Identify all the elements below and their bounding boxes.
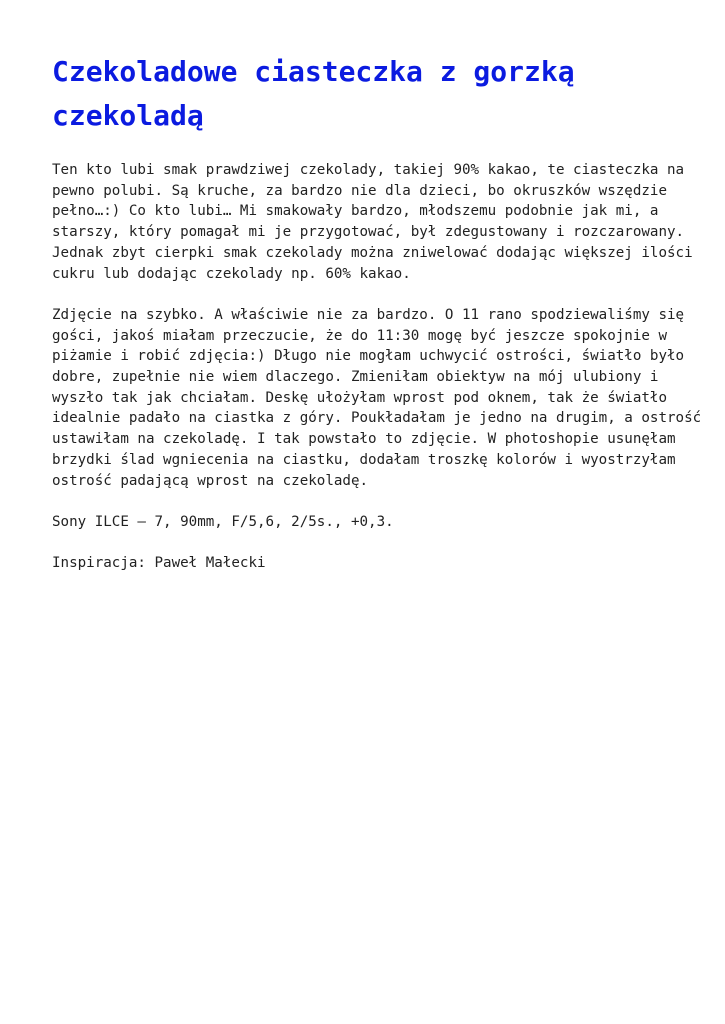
article xyxy=(52,50,702,574)
article-paragraph-inspiration: Inspiracja: Paweł Małecki xyxy=(52,555,266,572)
article-paragraph-camera-settings: Sony ILCE – 7, 90mm, F/5,6, 2/5s., +0,3. xyxy=(52,513,394,530)
article-paragraph-intro: Ten kto lubi smak prawdziwej czekolady, takiej 90% kakao, te ciasteczka na pewno polubi. Są kruche, za bardzo nie dla dzieci, bo okruszków wszędzie pełno…:) Co kto lubi… Mi smakowały bardzo, młodszemu podobnie jak mi, a starszy, który pomagał mi je przygotować, był zdegustowany i rozczarowany. Jednak zbyt cierpki smak czekolady można zniwelować dodając większej ilości cukru lub dodając czekolady np. 60% kakao. xyxy=(52,162,693,282)
article-title: Czekoladowe ciasteczka z gorzką czekoladą xyxy=(52,55,575,132)
article-paragraph-photo-story: Zdjęcie na szybko. A właściwie nie za bardzo. O 11 rano spodziewaliśmy się gości, jakoś miałam przeczucie, że do 11:30 mogę być jeszcze spokojnie w piżamie i robić zdjęcia:) Długo nie mogłam uchwycić ostrości, światło było dobre, zupełnie nie wiem dlaczego. Zmieniłam obiektyw na mój ulubiony i wyszło tak jak chciałam. Deskę ułożyłam wprost pod oknem, tak że światło idealnie padało na ciastka z góry. Poukładałam je jedno na drugim, a ostrość ustawiłam na czekoladę. I tak powstało to zdjęcie. W photoshopie usunęłam brzydki ślad wgniecenia na ciastku, dodałam troszkę kolorów i wyostrzyłam ostrość padającą wprost na czekoladę. xyxy=(52,306,702,489)
